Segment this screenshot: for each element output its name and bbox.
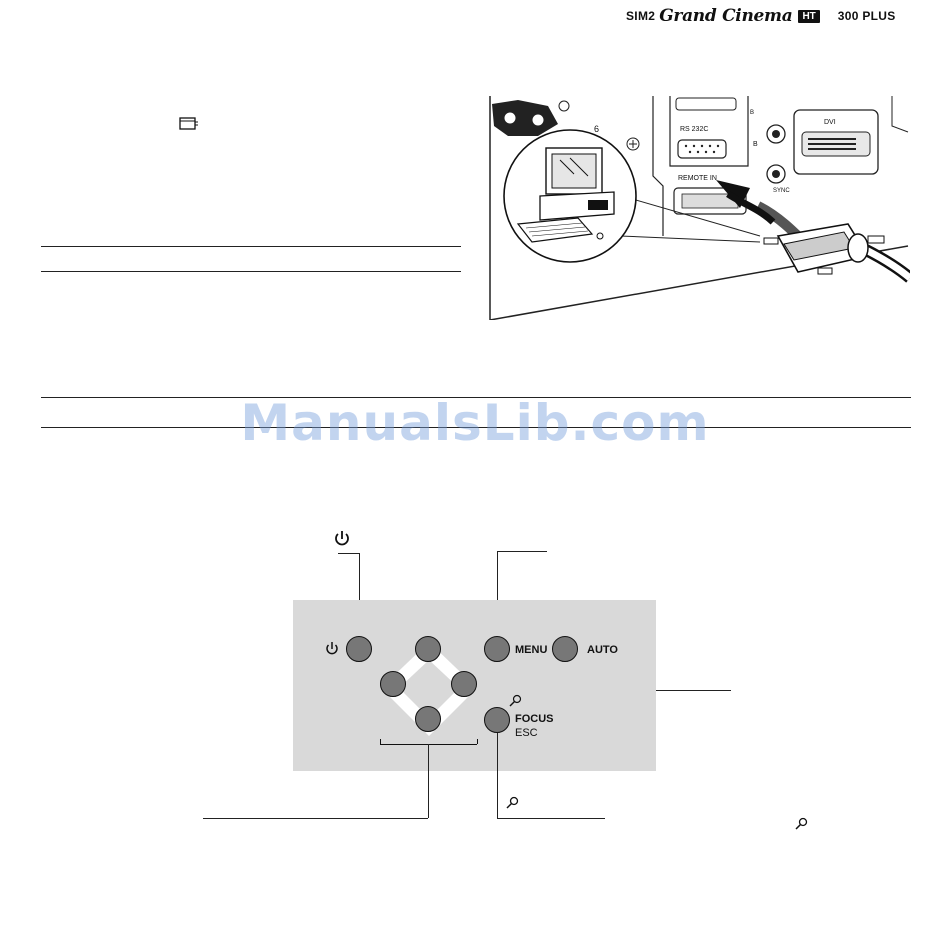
magnifier-icon [505,796,519,810]
navigation-leader-h [203,818,428,819]
left-button[interactable] [380,671,406,697]
keypad-panel [293,600,656,771]
model-name: 300 PLUS [837,9,896,23]
svg-text:RS 232C: RS 232C [680,126,709,133]
down-button[interactable] [415,706,441,732]
table-rule-bottom [41,271,461,272]
power-leader-h [338,553,359,554]
ht-badge: HT [798,10,819,23]
watermark: ManualsLib.com [240,394,710,452]
focus-esc-button[interactable] [484,707,510,733]
navigation-leader-v [428,744,429,818]
auto-label: AUTO [587,644,618,656]
auto-button[interactable] [552,636,578,662]
svg-text:SYNC: SYNC [773,188,790,194]
magnifier-icon [794,817,808,831]
window-icon [179,116,199,132]
svg-text:REMOTE IN: REMOTE IN [678,175,717,182]
brand-header [626,6,896,26]
navigation-bracket-right [477,739,478,744]
focus-leader-h [497,818,605,819]
magnifier-icon [508,694,522,708]
focus-label: FOCUS [515,713,554,725]
svg-text:B: B [753,141,758,148]
brand-name: SIM2 [626,9,656,23]
menu-button[interactable] [484,636,510,662]
focus-leader-v [497,733,498,818]
table-rule-top [41,246,461,247]
svg-text:DVI: DVI [824,119,836,126]
menu-label: MENU [515,644,548,656]
power-icon [333,530,351,548]
svg-text:6: 6 [594,124,600,134]
menu-leader-h [497,551,547,552]
navigation-bracket-left [380,739,381,744]
rs232-connection-illustration [488,96,910,320]
svg-text:B: B [750,110,755,116]
product-name: Grand Cinema [659,6,793,26]
power-icon [325,641,339,657]
esc-label: ESC [515,727,538,739]
up-button[interactable] [415,636,441,662]
right-button[interactable] [451,671,477,697]
